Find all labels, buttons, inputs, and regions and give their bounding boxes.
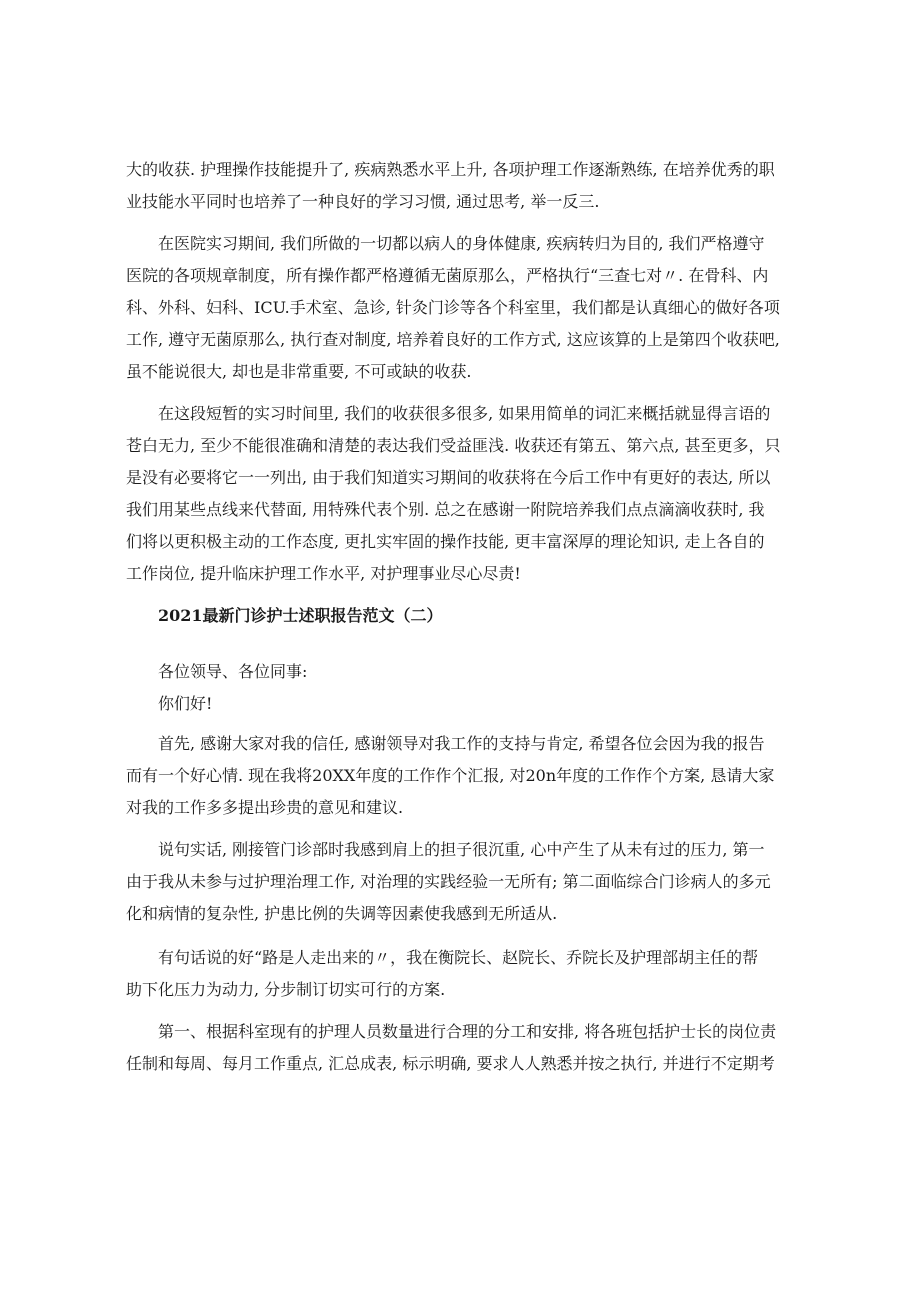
paragraph-line: 科、外科、妇科、ICU.手术室、急诊, 针灸门诊等各个科室里，我们都是认真细心的做好各项 (126, 298, 780, 317)
paragraph-line: 助下化压力为动力, 分步制订切实可行的方案. (126, 980, 446, 999)
paragraph-line: 由于我从未参与过护理治理工作, 对治理的实践经验一无所有; 第二面临综合门诊病人的多元 (126, 872, 771, 891)
paragraph-line: 第一、根据科室现有的护理人员数量进行合理的分工和安排, 将各班包括护士长的岗位责 (158, 1022, 777, 1041)
paragraph-line: 说句实话, 刚接管门诊部时我感到肩上的担子很沉重, 心中产生了从未有过的压力, 第一 (158, 840, 765, 859)
paragraph-line: 苍白无力, 至少不能很准确和清楚的表达我们受益匪浅. 收获还有第五、第六点, 甚至更多，只 (126, 436, 781, 455)
salutation: 各位领导、各位同事: (158, 662, 308, 681)
paragraph-line: 是没有必要将它一一列出, 由于我们知道实习期间的收获将在今后工作中有更好的表达, 所以 (126, 468, 771, 487)
paragraph-line: 化和病情的复杂性, 护患比例的失调等因素使我感到无所适从. (126, 904, 558, 923)
paragraph-line: 而有一个好心情. 现在我将20XX年度的工作作个汇报, 对20n年度的工作作个方案, 恳请大家 (126, 766, 775, 785)
paragraph-line: 们将以更积极主动的工作态度, 更扎实牢固的操作技能, 更丰富深厚的理论知识, 走上各自的 (126, 532, 765, 551)
greeting: 你们好! (158, 694, 213, 713)
paragraph-line: 工作岗位, 提升临床护理工作水平, 对护理事业尽心尽责! (126, 564, 521, 583)
paragraph-line: 大的收获. 护理操作技能提升了, 疾病熟悉水平上升, 各项护理工作逐渐熟练, 在培养优秀的职 (126, 160, 775, 179)
paragraph-line: 对我的工作多多提出珍贵的意见和建议. (126, 798, 404, 817)
section-title: 2021最新门诊护士述职报告范文（二） (158, 606, 443, 625)
paragraph-line: 医院的各项规章制度，所有操作都严格遵循无菌原那么，严格执行“三查七对〃. 在骨科、内 (126, 266, 769, 285)
paragraph-line: 业技能水平同时也培养了一种良好的学习习惯, 通过思考, 举一反三. (126, 192, 600, 211)
paragraph-line: 首先, 感谢大家对我的信任, 感谢领导对我工作的支持与肯定, 希望各位会因为我的报告 (158, 734, 765, 753)
paragraph-line: 工作, 遵守无菌原那么, 执行查对制度, 培养着良好的工作方式, 这应该算的上是第四个收获吧, (126, 330, 780, 349)
paragraph-line: 任制和每周、每月工作重点, 汇总成表, 标示明确, 要求人人熟悉并按之执行, 并进行不定期考 (126, 1054, 775, 1073)
paragraph-line: 在医院实习期间, 我们所做的一切都以病人的身体健康, 疾病转归为目的, 我们严格遵守 (158, 234, 765, 253)
paragraph-line: 我们用某些点线来代替面, 用特殊代表个别. 总之在感谢一附院培养我们点点滴滴收获时, 我 (126, 500, 765, 519)
paragraph-line: 在这段短暂的实习时间里, 我们的收获很多很多, 如果用简单的词汇来概括就显得言语的 (158, 404, 771, 423)
paragraph-line: 有句话说的好“路是人走出来的〃，我在衡院长、赵院长、乔院长及护理部胡主任的帮 (158, 948, 759, 967)
paragraph-line: 虽不能说很大, 却也是非常重要, 不可或缺的收获. (126, 362, 472, 381)
